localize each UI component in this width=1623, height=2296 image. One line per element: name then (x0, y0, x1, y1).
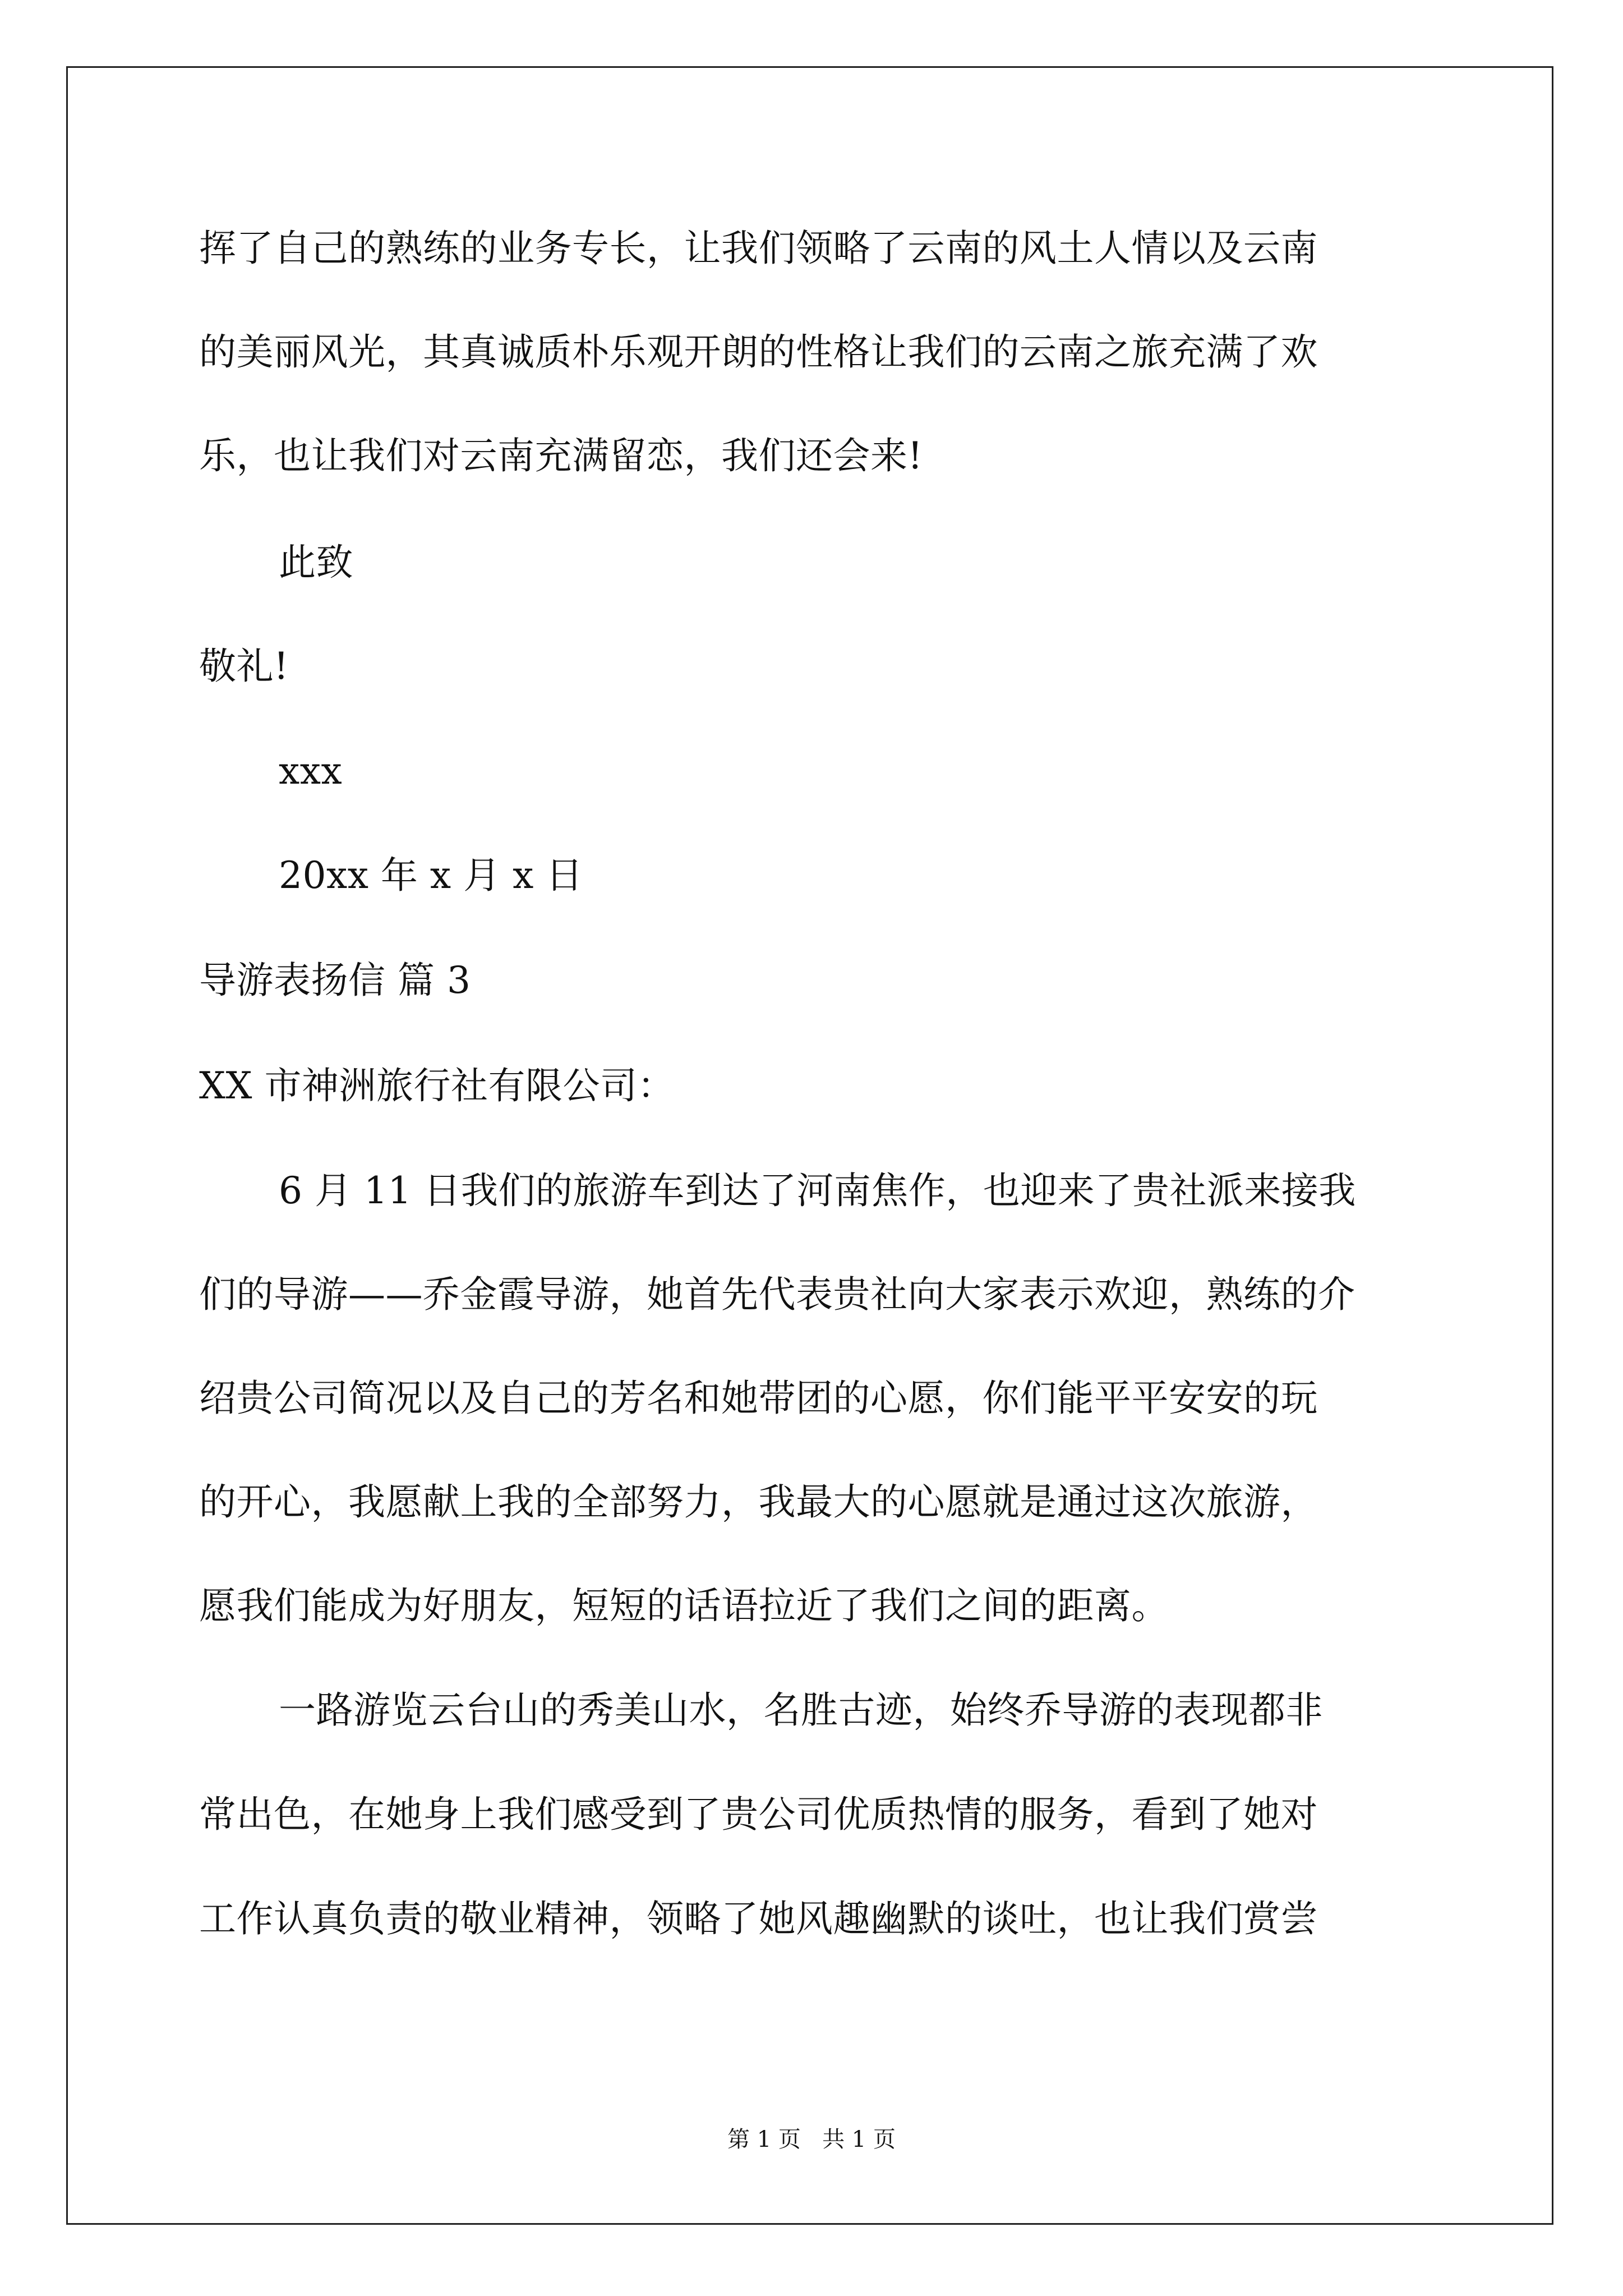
section-heading: 导游表扬信 篇 3 (199, 959, 471, 1002)
signature-line: xxx (279, 749, 343, 793)
closing-line: 此致 (279, 541, 353, 584)
page-footer: 第 1 页 共 1 页 (727, 2127, 896, 2152)
body-line: 一路游览云台山的秀美山水，名胜古迹，始终乔导游的表现都非 (279, 1688, 1323, 1732)
date-line: 20xx 年 x 月 x 日 (279, 854, 583, 897)
body-line: 愿我们能成为好朋友，短短的话语拉近了我们之间的距离。 (199, 1584, 1169, 1627)
salutation-line: 敬礼! (199, 645, 289, 688)
body-line: 的开心，我愿献上我的全部努力，我最大的心愿就是通过这次旅游， (199, 1480, 1318, 1524)
body-line: 挥了自己的熟练的业务专长，让我们领略了云南的风土人情以及云南 (199, 227, 1318, 270)
body-line: 工作认真负责的敬业精神，领略了她风趣幽默的谈吐，也让我们赏尝 (199, 1897, 1318, 1940)
body-line: 6 月 11 日我们的旅游车到达了河南焦作，也迎来了贵社派来接我 (279, 1169, 1356, 1212)
body-line: 绍贵公司简况以及自己的芳名和她带团的心愿，你们能平平安安的玩 (199, 1377, 1318, 1420)
addressee-line: XX 市神洲旅行社有限公司： (199, 1064, 675, 1107)
body-line: 常出色，在她身上我们感受到了贵公司优质热情的服务，看到了她对 (199, 1793, 1318, 1836)
body-line: 乐，也让我们对云南充满留恋，我们还会来! (199, 434, 923, 477)
body-line: 们的导游——乔金霞导游，她首先代表贵社向大家表示欢迎，熟练的介 (199, 1273, 1355, 1316)
body-line: 的美丽风光，其真诚质朴乐观开朗的性格让我们的云南之旅充满了欢 (199, 330, 1318, 374)
